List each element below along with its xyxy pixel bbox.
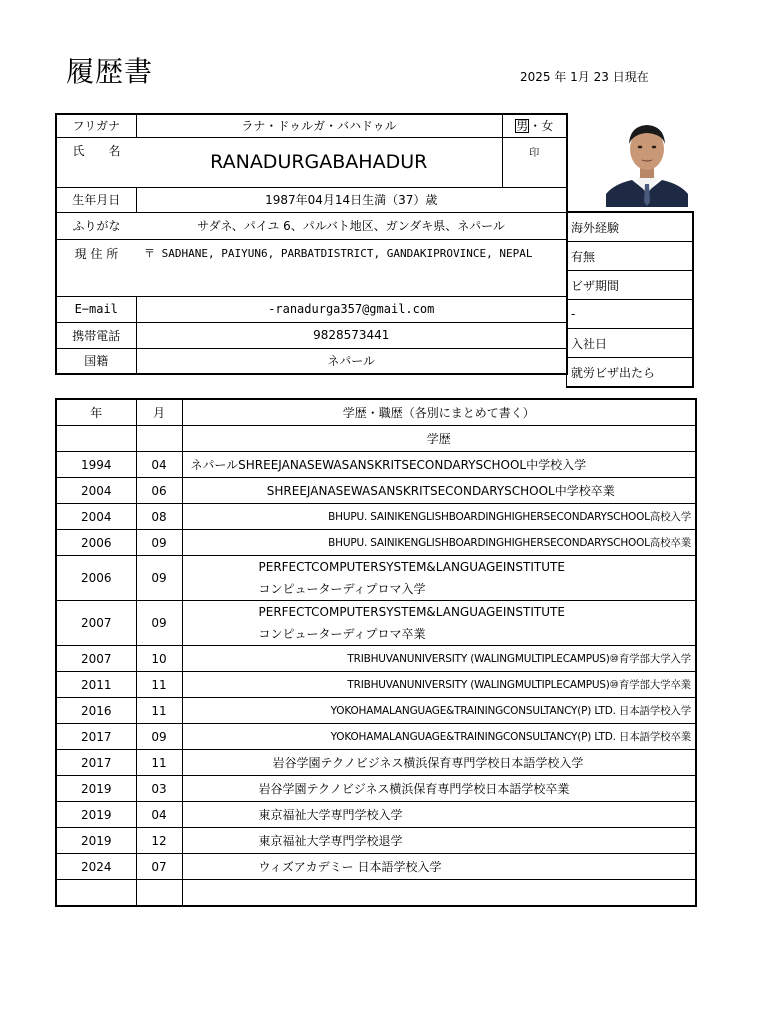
- name-value: RANADURGABAHADUR: [136, 137, 502, 187]
- nationality-label: 国籍: [56, 348, 136, 374]
- row-year: 2007: [56, 646, 136, 672]
- row-year: 2006: [56, 556, 136, 601]
- phone-value: 9828573441: [136, 322, 567, 348]
- name-label: 氏 名: [56, 137, 136, 187]
- education-history-table: [55, 398, 697, 907]
- table-row: [56, 601, 696, 646]
- row-year: 2011: [56, 672, 136, 698]
- row-desc: 岩谷学園テクノビジネス横浜保育専門学校日本語学校卒業: [182, 776, 696, 802]
- col-desc-header: 学歴・職歴（各別にまとめて書く）: [182, 399, 696, 426]
- nationality-value: ネパール: [136, 348, 567, 374]
- row-month: 09: [136, 601, 182, 646]
- row-year: 2017: [56, 750, 136, 776]
- table-row: [56, 828, 696, 854]
- table-row: [56, 556, 696, 601]
- address-kana-value: サダネ、パイユ 6、パルバト地区、ガンダキ県、ネパール: [136, 212, 567, 239]
- row-desc: ウィズアカデミー 日本語学校入学: [182, 854, 696, 880]
- row-month: 07: [136, 854, 182, 880]
- birth-label: 生年月日: [56, 187, 136, 212]
- row-year: 2017: [56, 724, 136, 750]
- row-desc: BHUPU. SAINIKENGLISHBOARDINGHIGHERSECONDARYSCHOOL高校卒業: [182, 530, 696, 556]
- row-desc: YOKOHAMALANGUAGE&TRAININGCONSULTANCY(P) LTD. 日本語学校卒業: [182, 724, 696, 750]
- row-month: 11: [136, 698, 182, 724]
- table-row: [56, 776, 696, 802]
- row-month: 04: [136, 452, 182, 478]
- visa-label: ビザ期間: [567, 271, 694, 300]
- row-month: 09: [136, 724, 182, 750]
- gender-male[interactable]: 男: [516, 119, 529, 134]
- row-month: 09: [136, 556, 182, 601]
- row-year: 2019: [56, 776, 136, 802]
- row-month: 11: [136, 750, 182, 776]
- row-desc: TRIBHUVANUNIVERSITY (WALINGMULTIPLECAMPUS)⑩育学部大学卒業: [182, 672, 696, 698]
- gender-field[interactable]: [502, 114, 567, 137]
- row-desc: 岩谷学園テクノビジネス横浜保育専門学校日本語学校入学: [182, 750, 696, 776]
- applicant-photo: [606, 114, 688, 207]
- row-month: 08: [136, 504, 182, 530]
- row-desc: ネパールSHREEJANASEWASANSKRITSECONDARYSCHOOL中学校入学: [182, 452, 696, 478]
- row-desc-line1: PERFECTCOMPUTERSYSTEM&LANGUAGEINSTITUTE: [258, 605, 565, 619]
- table-row: [56, 724, 696, 750]
- row-desc: 東京福祉大学専門学校入学: [182, 802, 696, 828]
- table-row: [56, 530, 696, 556]
- joining-label: 入社日: [567, 329, 694, 358]
- row-desc: BHUPU. SAINIKENGLISHBOARDINGHIGHERSECONDARYSCHOOL高校入学: [182, 504, 696, 530]
- row-month: 10: [136, 646, 182, 672]
- table-row: [56, 646, 696, 672]
- row-desc-line2: コンピューターディプロマ卒業: [258, 627, 426, 641]
- row-year: 2016: [56, 698, 136, 724]
- col-year-header: 年: [56, 399, 136, 426]
- phone-label: 携帯電話: [56, 322, 136, 348]
- gender-female[interactable]: 女: [541, 119, 554, 134]
- seal-mark: 印: [502, 137, 567, 187]
- address-label: 現 住 所: [56, 239, 136, 296]
- side-info-table: [566, 211, 694, 388]
- row-month: 06: [136, 478, 182, 504]
- overseas-value[interactable]: 有無: [567, 242, 694, 271]
- row-year: 1994: [56, 452, 136, 478]
- row-desc: 東京福祉大学専門学校退学: [182, 828, 696, 854]
- address-kana-label: ふりがな: [56, 212, 136, 239]
- furigana-value: ラナ・ドゥルガ・バハドゥル: [136, 114, 502, 137]
- row-desc-line2: コンピューターディプロマ入学: [258, 582, 426, 596]
- row-desc: SHREEJANASEWASANSKRITSECONDARYSCHOOL中学校卒業: [182, 478, 696, 504]
- row-year: 2024: [56, 854, 136, 880]
- table-row: [56, 750, 696, 776]
- row-desc-multiline: [182, 556, 696, 601]
- row-month: 12: [136, 828, 182, 854]
- joining-value: 就労ビザ出たら: [567, 358, 694, 388]
- table-row-empty: [56, 880, 696, 907]
- personal-info-table: [55, 113, 568, 375]
- page-title: 履歴書: [66, 55, 154, 88]
- row-month: 11: [136, 672, 182, 698]
- row-year: 2019: [56, 828, 136, 854]
- row-year: 2004: [56, 478, 136, 504]
- table-row: [56, 452, 696, 478]
- gender-separator: ・: [529, 119, 542, 134]
- address-value: 〒 SADHANE, PAIYUN6, PARBATDISTRICT, GANDAKIPROVINCE, NEPAL: [136, 239, 567, 296]
- furigana-label: フリガナ: [56, 114, 136, 137]
- document-date: 2025 年 1月 23 日現在: [520, 70, 649, 84]
- overseas-label: 海外経験: [567, 212, 694, 242]
- birth-value: 1987年04月14日生満（37）歳: [136, 187, 567, 212]
- row-year: 2006: [56, 530, 136, 556]
- row-year: 2007: [56, 601, 136, 646]
- table-row: [56, 504, 696, 530]
- row-month: 04: [136, 802, 182, 828]
- table-row: [56, 478, 696, 504]
- table-row: [56, 802, 696, 828]
- email-label: E−mail: [56, 296, 136, 322]
- row-year: 2004: [56, 504, 136, 530]
- email-value[interactable]: -ranadurga357@gmail.com: [136, 296, 567, 322]
- row-month: 09: [136, 530, 182, 556]
- table-row: [56, 698, 696, 724]
- table-row: [56, 854, 696, 880]
- row-year: 2019: [56, 802, 136, 828]
- visa-value: -: [567, 300, 694, 329]
- table-row: [56, 672, 696, 698]
- row-month: 03: [136, 776, 182, 802]
- col-month-header: 月: [136, 399, 182, 426]
- row-desc: YOKOHAMALANGUAGE&TRAININGCONSULTANCY(P) LTD. 日本語学校入学: [182, 698, 696, 724]
- row-desc-line1: PERFECTCOMPUTERSYSTEM&LANGUAGEINSTITUTE: [258, 560, 565, 574]
- row-desc-multiline: [182, 601, 696, 646]
- section-heading: 学歴: [182, 426, 696, 452]
- row-desc: TRIBHUVANUNIVERSITY (WALINGMULTIPLECAMPUS)⑩育学部大学入学: [182, 646, 696, 672]
